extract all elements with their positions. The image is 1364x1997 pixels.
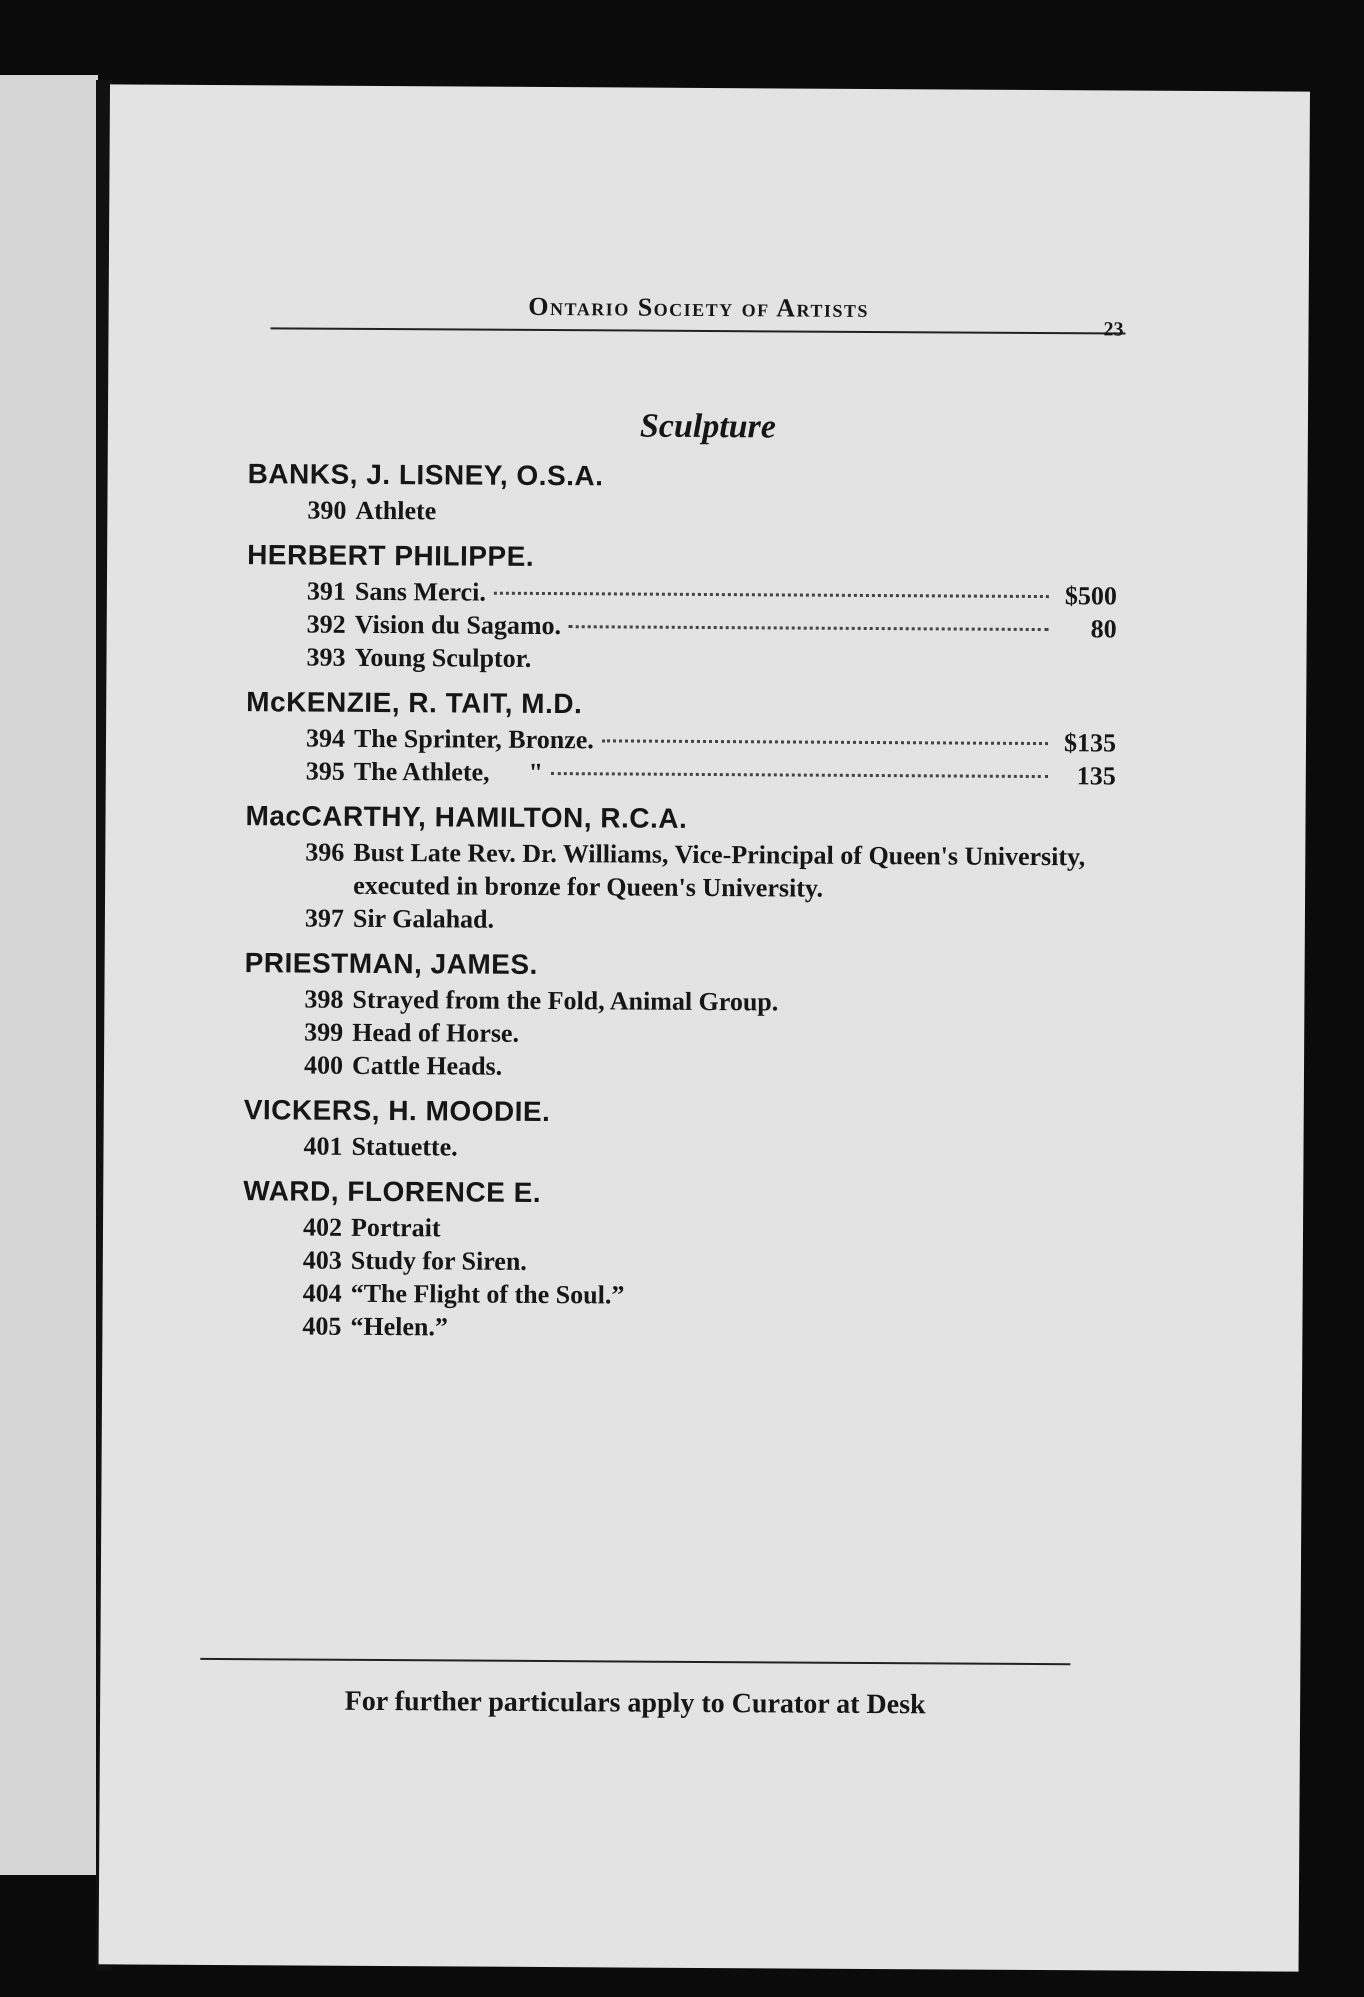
entry-number: 395 xyxy=(305,756,345,786)
entry-title: Sans Merci. xyxy=(354,576,486,607)
artist-name: VICKERS, H. MOODIE. xyxy=(243,1094,551,1128)
entry-number: 396 xyxy=(305,837,345,867)
entry-number: 402 xyxy=(302,1212,343,1242)
entry-title: Statuette. xyxy=(351,1131,458,1162)
entry-number: 391 xyxy=(306,576,347,606)
running-head: Ontario Society of Artists xyxy=(528,291,870,323)
footer-note: For further particulars apply to Curator at Desk xyxy=(344,1685,926,1721)
entry-number: 392 xyxy=(306,609,346,639)
entry-number: 398 xyxy=(304,984,344,1014)
catalog-entry xyxy=(247,607,1117,645)
entry-title: The Athlete, " xyxy=(353,756,544,787)
dot-leader xyxy=(569,625,1049,631)
catalog-entry xyxy=(244,1015,1114,1053)
catalog-page xyxy=(99,84,1310,1971)
entry-title: Portrait xyxy=(350,1212,441,1243)
artist-block xyxy=(242,1172,1113,1347)
artist-block xyxy=(246,683,1117,792)
dot-leader xyxy=(551,772,1048,778)
dot-leader xyxy=(494,592,1049,598)
dot-leader xyxy=(602,739,1048,745)
section-title: Sculpture xyxy=(639,407,777,446)
entry-title: Study for Siren. xyxy=(350,1245,527,1276)
entry-number: 394 xyxy=(305,723,346,753)
entry-title: Bust Late Rev. Dr. Williams, Vice-Principal of Queen's University, executed in bronze for Queen's University. xyxy=(353,837,1092,903)
entry-price: $500 xyxy=(1064,581,1117,611)
catalog-entry xyxy=(243,1276,1113,1314)
entry-title: Strayed from the Fold, Animal Group. xyxy=(352,984,779,1017)
entry-number: 397 xyxy=(304,903,345,933)
entry-number: 403 xyxy=(302,1245,342,1275)
entry-price: $135 xyxy=(1063,728,1117,758)
artist-name: WARD, FLORENCE E. xyxy=(243,1175,542,1208)
entry-title: Vision du Sagamo. xyxy=(354,609,562,641)
artist-block xyxy=(245,797,1116,939)
entry-number: 404 xyxy=(302,1278,342,1308)
entry-title: Sir Galahad. xyxy=(352,903,495,934)
entry-price: 135 xyxy=(1076,761,1116,791)
catalog-entry xyxy=(243,1210,1113,1248)
catalog-entry xyxy=(247,493,1117,531)
catalog-list xyxy=(242,455,1117,1347)
artist-block xyxy=(247,455,1117,531)
entry-price: 80 xyxy=(1090,614,1117,644)
page-number: 23 xyxy=(1103,318,1124,341)
artist-name: HERBERT PHILIPPE. xyxy=(247,539,535,572)
entry-number: 390 xyxy=(307,495,347,525)
catalog-entry xyxy=(243,1129,1113,1167)
catalog-entry xyxy=(245,901,1115,939)
entry-number: 405 xyxy=(302,1311,342,1341)
catalog-entry xyxy=(244,1048,1114,1086)
entry-number: 399 xyxy=(304,1017,344,1047)
entry-title: Athlete xyxy=(355,495,437,526)
catalog-entry xyxy=(244,982,1114,1020)
catalog-entry xyxy=(246,754,1116,792)
footer-rule xyxy=(200,1658,1070,1665)
entry-title: “The Flight of the Soul.” xyxy=(350,1278,625,1310)
artist-name: MacCARTHY, HAMILTON, R.C.A. xyxy=(245,800,688,834)
artist-block xyxy=(243,1091,1113,1167)
entry-title: The Sprinter, Bronze. xyxy=(353,723,594,755)
entry-title: “Helen.” xyxy=(350,1311,449,1342)
catalog-entry xyxy=(242,1309,1112,1347)
header-rule xyxy=(271,327,1126,334)
entry-number: 400 xyxy=(303,1050,344,1080)
catalog-entry xyxy=(247,574,1117,612)
facing-page-edge xyxy=(0,75,98,1875)
entry-title: Cattle Heads. xyxy=(351,1050,503,1081)
catalog-entry xyxy=(246,640,1116,678)
artist-name: PRIESTMAN, JAMES. xyxy=(244,947,538,980)
artist-block xyxy=(244,944,1115,1086)
catalog-entry xyxy=(246,721,1116,759)
catalog-entry xyxy=(245,835,1115,906)
entry-title: Young Sculptor. xyxy=(354,642,532,673)
entry-number: 393 xyxy=(306,642,346,672)
entry-title: Head of Horse. xyxy=(352,1017,520,1048)
artist-name: BANKS, J. LISNEY, O.S.A. xyxy=(247,458,604,492)
artist-name: McKENZIE, R. TAIT, M.D. xyxy=(246,686,583,720)
catalog-entry xyxy=(243,1243,1113,1281)
entry-number: 401 xyxy=(303,1131,343,1161)
artist-block xyxy=(246,536,1117,678)
